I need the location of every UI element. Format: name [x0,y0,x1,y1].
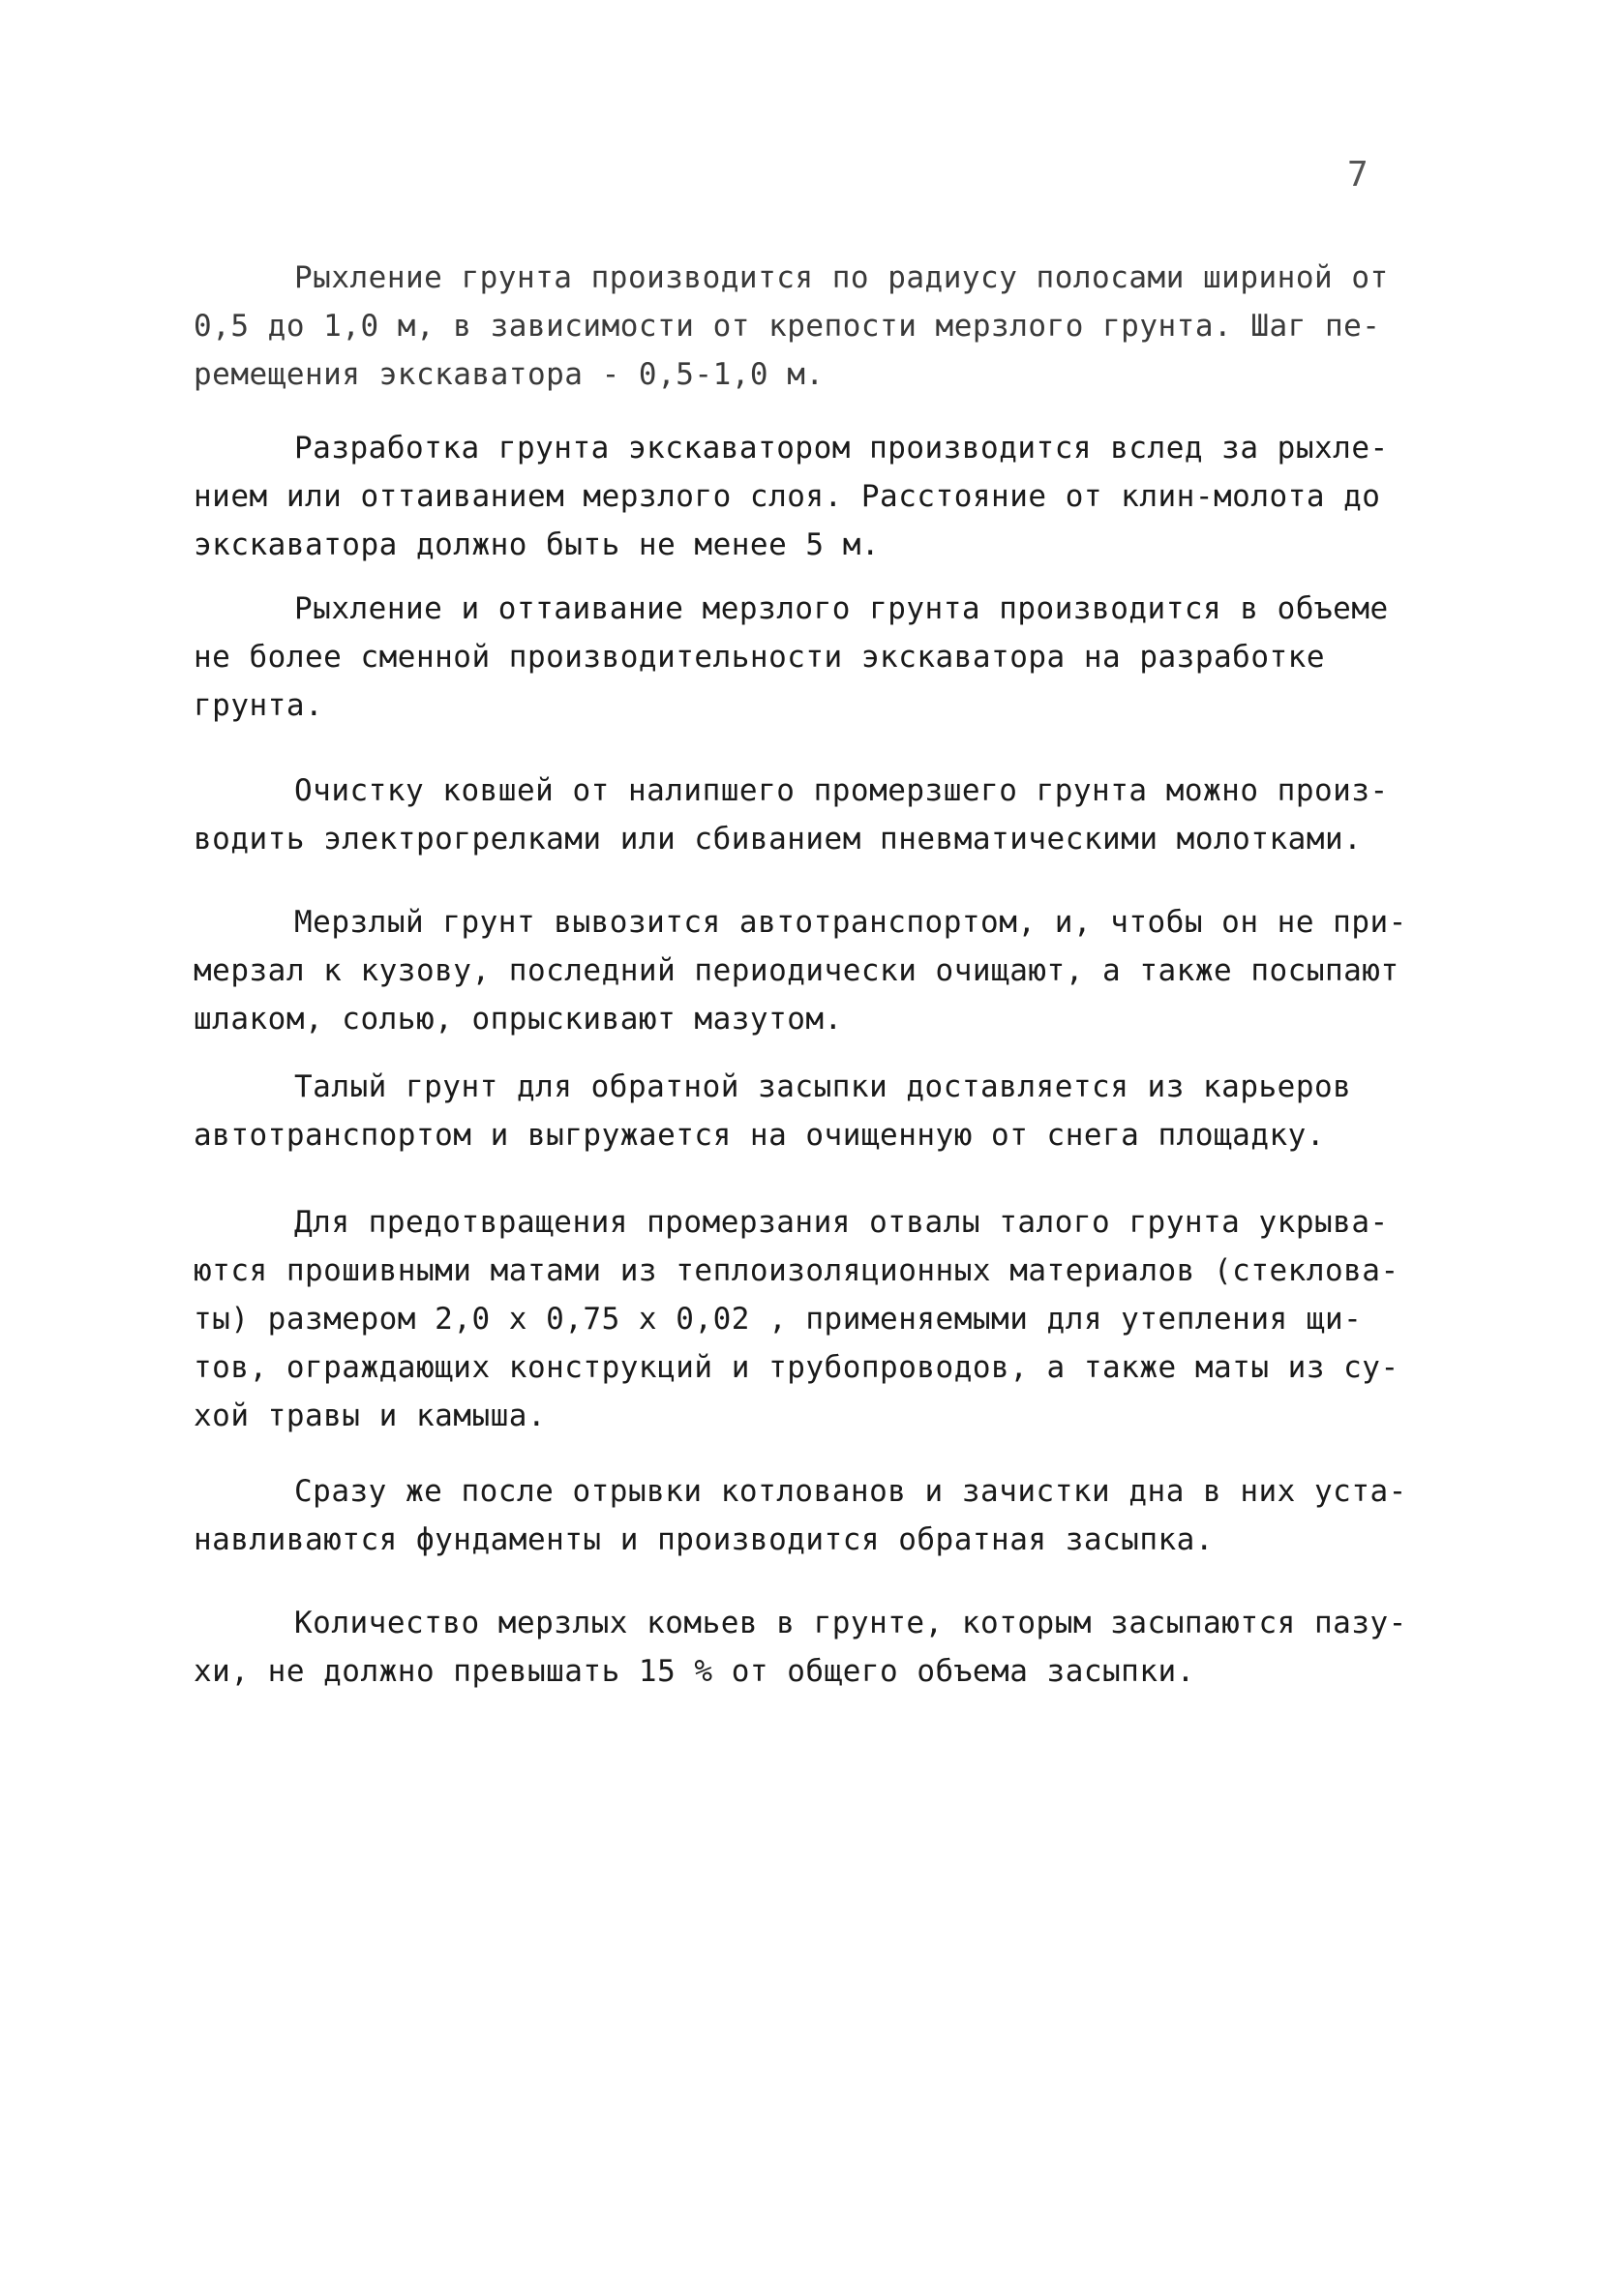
page-number: 7 [1347,155,1368,195]
paragraph-volume [194,585,1471,730]
paragraph-line: навливаются фундаменты и производится обратная засыпка. [194,1522,1214,1557]
paragraph-line: грунта. [194,688,324,723]
paragraph-line: водить электрогрелками или сбиванием пневматическими молотками. [194,822,1363,857]
paragraph-line: 0,5 до 1,0 м, в зависимости от крепости мерзлого грунта. Шаг пе- [194,309,1381,344]
paragraph-line: ремещения экскаватора - 0,5-1,0 м. [194,357,825,392]
paragraph-excavation [194,424,1471,569]
paragraph-thawed-soil [194,1063,1471,1159]
paragraph-line: нием или оттаиванием мерзлого слоя. Расстояние от клин-молота до [194,479,1381,514]
paragraph-line: хой травы и камыша. [194,1399,547,1433]
paragraph-frozen-lumps [194,1599,1471,1696]
paragraph-frozen-soil-transport [194,898,1471,1043]
paragraph-bucket-cleaning [194,767,1471,863]
paragraph-line: Разработка грунта экскаватором производится вслед за рыхле- [294,431,1389,466]
paragraph-freeze-prevention [194,1198,1471,1440]
paragraph-line: ются прошивными матами из теплоизоляционных материалов (стеклова- [194,1253,1399,1288]
paragraph-line: Для предотвращения промерзания отвалы талого грунта укрыва- [294,1205,1389,1240]
paragraph-line: экскаватора должно быть не менее 5 м. [194,527,881,562]
paragraph-line: автотранспортом и выгружается на очищенную от снега площадку. [194,1118,1325,1153]
paragraph-line: Количество мерзлых комьев в грунте, которым засыпаются пазу- [294,1606,1407,1640]
paragraph-foundations [194,1467,1471,1564]
paragraph-line: хи, не должно превышать 15 % от общего объема засыпки. [194,1654,1195,1689]
paragraph-line: Рыхление грунта производится по радиусу полосами шириной от [294,260,1389,295]
paragraph-loosening-radius [194,254,1471,399]
paragraph-line: не более сменной производительности экскаватора на разработке [194,640,1325,675]
paragraph-line: шлаком, солью, опрыскивают мазутом. [194,1002,843,1037]
paragraph-line: Очистку ковшей от налипшего промерзшего грунта можно произ- [294,773,1389,808]
paragraph-line: Рыхление и оттаивание мерзлого грунта производится в объеме [294,591,1389,626]
paragraph-line: ты) размером 2,0 x 0,75 x 0,02 , применяемыми для утепления щи- [194,1302,1363,1337]
paragraph-line: Талый грунт для обратной засыпки доставляется из карьеров [294,1069,1352,1104]
paragraph-line: Мерзлый грунт вывозится автотранспортом, и, чтобы он не при- [294,905,1407,940]
paragraph-line: Сразу же после отрывки котлованов и зачистки дна в них уста- [294,1474,1407,1509]
paragraph-line: тов, ограждающих конструкций и трубопроводов, а также маты из су- [194,1350,1399,1385]
paragraph-line: мерзал к кузову, последний периодически очищают, а также посыпают [194,953,1399,988]
